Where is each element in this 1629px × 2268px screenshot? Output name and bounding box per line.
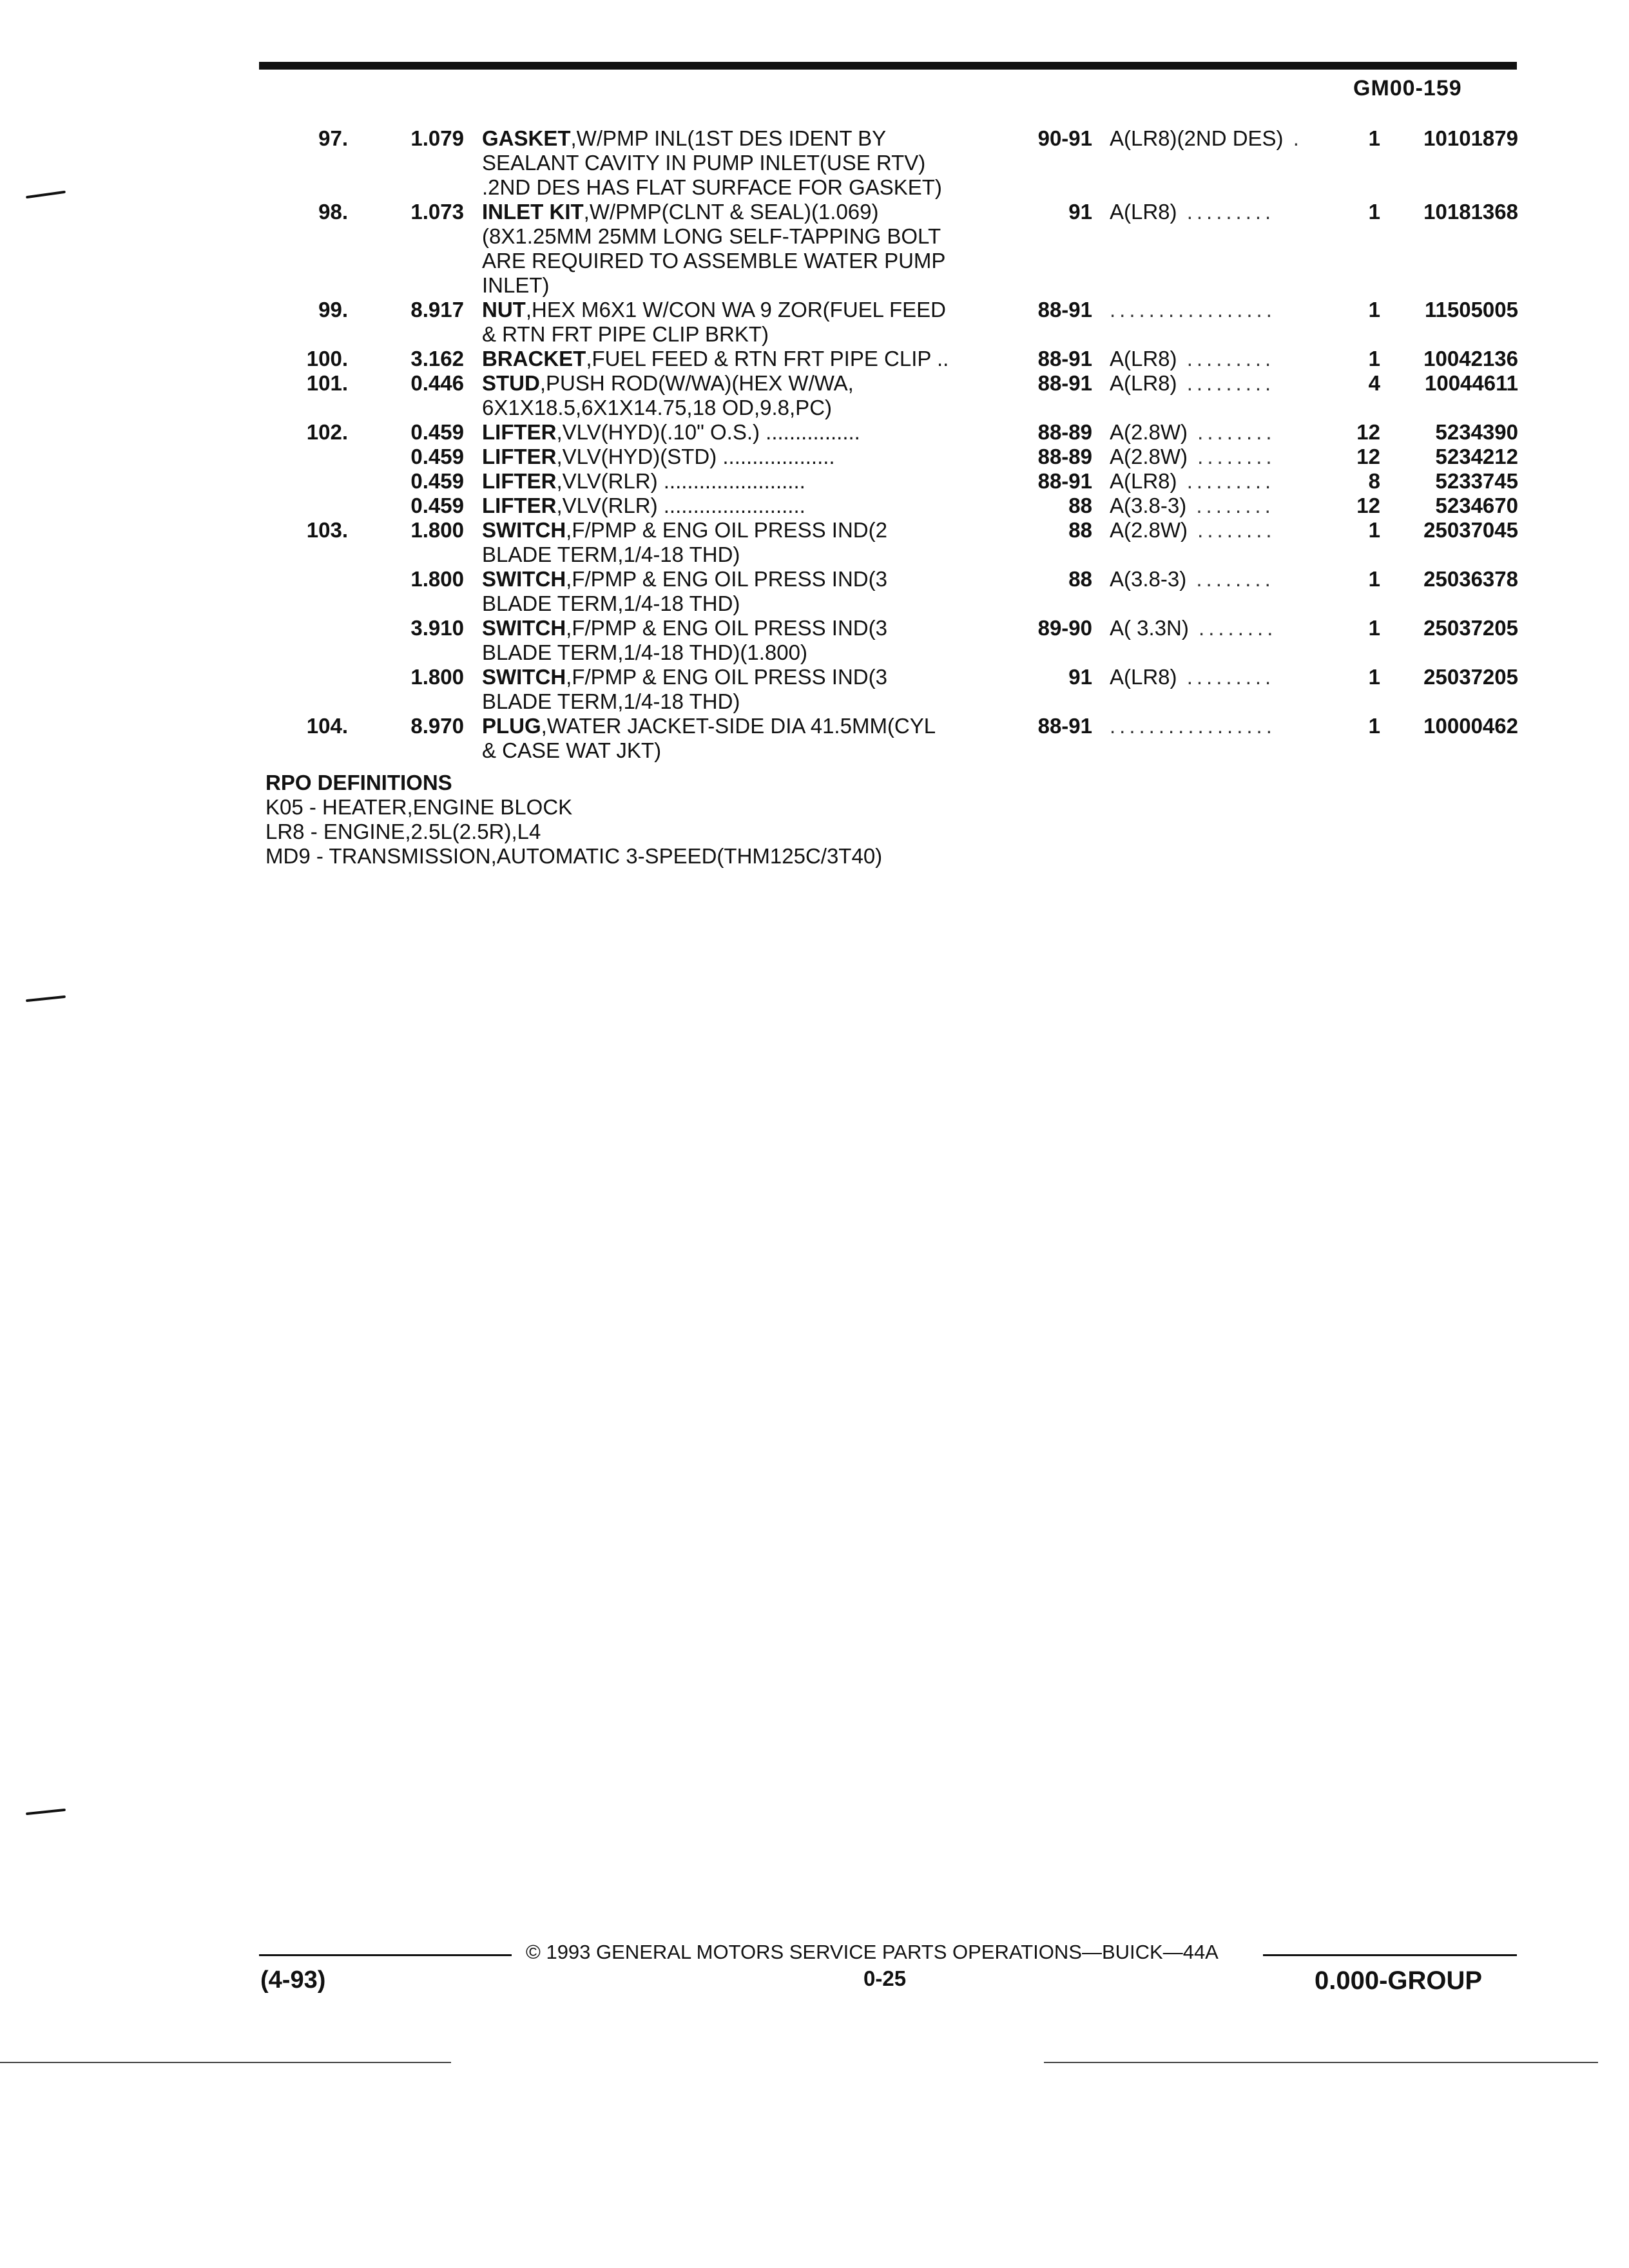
part-number: 5233745 xyxy=(1435,469,1518,493)
part-description xyxy=(482,151,998,175)
part-desc-text: ,PUSH ROD(W/WA)(HEX W/WA, xyxy=(539,371,854,395)
part-description xyxy=(482,298,998,322)
part-row xyxy=(0,224,1629,249)
group-number: 8.970 xyxy=(410,714,464,738)
part-description xyxy=(482,567,998,591)
group-number: 3.910 xyxy=(410,616,464,640)
quantity: 1 xyxy=(1368,567,1380,591)
footer-rule-right xyxy=(1263,1954,1517,1956)
part-description xyxy=(482,469,998,494)
usage-code xyxy=(1110,420,1329,445)
rpo-heading: RPO DEFINITIONS xyxy=(265,771,452,794)
part-row xyxy=(0,469,1629,494)
part-description xyxy=(482,224,998,249)
dot-leader: . xyxy=(1283,126,1303,150)
part-row xyxy=(0,665,1629,689)
part-description xyxy=(482,249,998,273)
part-row xyxy=(0,543,1629,567)
part-name: BRACKET xyxy=(482,347,586,370)
usage-text: A(LR8) xyxy=(1110,371,1177,395)
usage-text: A(LR8) xyxy=(1110,200,1177,224)
dot-leader: ................. xyxy=(1110,714,1276,738)
usage-text: A(2.8W) xyxy=(1110,518,1188,542)
part-row xyxy=(0,591,1629,616)
margin-punch-mark xyxy=(26,1809,66,1815)
part-desc-text: BLADE TERM,1/4-18 THD) xyxy=(482,591,740,615)
quantity: 12 xyxy=(1356,494,1380,517)
usage-text: A(3.8-3) xyxy=(1110,494,1187,517)
rpo-definitions xyxy=(265,771,882,869)
part-number: 5234212 xyxy=(1435,445,1518,468)
part-row xyxy=(0,689,1629,714)
part-number: 25037045 xyxy=(1423,518,1518,542)
model-years: 88 xyxy=(1068,494,1092,517)
usage-code xyxy=(1110,494,1329,518)
dot-leader: ......... xyxy=(1177,200,1275,224)
part-desc-text: ,FUEL FEED & RTN FRT PIPE CLIP .. xyxy=(586,347,949,370)
part-description xyxy=(482,175,998,200)
part-description xyxy=(482,738,998,763)
rpo-item: MD9 - TRANSMISSION,AUTOMATIC 3-SPEED(THM125C/3T40) xyxy=(265,844,883,868)
part-description xyxy=(482,445,998,469)
part-desc-text: ,F/PMP & ENG OIL PRESS IND(3 xyxy=(566,616,887,640)
part-number: 5234670 xyxy=(1435,494,1518,517)
part-row xyxy=(0,175,1629,200)
part-description xyxy=(482,543,998,567)
part-row xyxy=(0,616,1629,640)
dot-leader: ........ xyxy=(1188,518,1276,542)
dot-leader: ......... xyxy=(1177,469,1275,493)
part-name: SWITCH xyxy=(482,567,566,591)
quantity: 1 xyxy=(1368,665,1380,689)
part-desc-text: (8X1.25MM 25MM LONG SELF-TAPPING BOLT xyxy=(482,224,941,248)
part-desc-text: ,VLV(HYD)(.10" O.S.) ................ xyxy=(556,420,860,444)
usage-code xyxy=(1110,518,1329,543)
quantity: 4 xyxy=(1368,371,1380,395)
part-row xyxy=(0,738,1629,763)
part-description xyxy=(482,714,998,738)
part-number: 25037205 xyxy=(1423,616,1518,640)
part-name: SWITCH xyxy=(482,665,566,689)
part-desc-text: & RTN FRT PIPE CLIP BRKT) xyxy=(482,322,769,346)
part-desc-text: INLET) xyxy=(482,273,550,297)
part-desc-text: ,HEX M6X1 W/CON WA 9 ZOR(FUEL FEED xyxy=(525,298,946,322)
model-years: 88 xyxy=(1068,518,1092,542)
model-years: 88-91 xyxy=(1037,371,1092,395)
part-name: PLUG xyxy=(482,714,541,738)
footer-copyright: © 1993 GENERAL MOTORS SERVICE PARTS OPERATIONS—BUICK—44A xyxy=(526,1941,1219,1963)
usage-code xyxy=(1110,616,1329,640)
group-number: 1.800 xyxy=(410,518,464,542)
part-desc-text: SEALANT CAVITY IN PUMP INLET(USE RTV) xyxy=(482,151,926,175)
part-desc-text: & CASE WAT JKT) xyxy=(482,738,662,762)
group-number: 3.162 xyxy=(410,347,464,370)
usage-code xyxy=(1110,126,1329,151)
model-years: 88-89 xyxy=(1037,420,1092,444)
usage-code xyxy=(1110,298,1329,322)
part-row xyxy=(0,200,1629,224)
part-name: NUT xyxy=(482,298,526,322)
item-number: 102. xyxy=(306,420,348,444)
part-description xyxy=(482,689,998,714)
part-description xyxy=(482,591,998,616)
dot-leader: ........ xyxy=(1188,420,1276,444)
part-row xyxy=(0,371,1629,396)
item-number: 101. xyxy=(306,371,348,395)
usage-code xyxy=(1110,665,1329,689)
part-desc-text: ,F/PMP & ENG OIL PRESS IND(2 xyxy=(566,518,887,542)
dot-leader: ......... xyxy=(1177,371,1275,395)
part-description xyxy=(482,126,998,151)
part-number: 25036378 xyxy=(1423,567,1518,591)
part-desc-text: ,F/PMP & ENG OIL PRESS IND(3 xyxy=(566,567,887,591)
quantity: 1 xyxy=(1368,518,1380,542)
quantity: 1 xyxy=(1368,200,1380,224)
usage-text: A(LR8)(2ND DES) xyxy=(1110,126,1284,150)
footer-rule-left xyxy=(259,1954,512,1956)
dot-leader: ........ xyxy=(1188,616,1277,640)
dot-leader: ......... xyxy=(1177,347,1275,370)
model-years: 88-89 xyxy=(1037,445,1092,468)
quantity: 8 xyxy=(1368,469,1380,493)
dot-leader: ........ xyxy=(1186,567,1275,591)
margin-punch-mark xyxy=(26,995,66,1002)
rpo-item: LR8 - ENGINE,2.5L(2.5R),L4 xyxy=(265,820,541,843)
usage-code xyxy=(1110,567,1329,591)
part-row xyxy=(0,273,1629,298)
footer-group: 0.000-GROUP xyxy=(1315,1966,1483,1995)
part-number: 10000462 xyxy=(1423,714,1518,738)
part-description xyxy=(482,347,998,371)
usage-text: A(2.8W) xyxy=(1110,445,1188,468)
group-number: 1.800 xyxy=(410,665,464,689)
part-desc-text: BLADE TERM,1/4-18 THD) xyxy=(482,543,740,566)
footer-page-number: 0-25 xyxy=(863,1966,907,1990)
part-description xyxy=(482,396,998,420)
part-row xyxy=(0,640,1629,665)
part-row xyxy=(0,714,1629,738)
part-desc-text: BLADE TERM,1/4-18 THD) xyxy=(482,689,740,713)
part-description xyxy=(482,322,998,347)
model-years: 88-91 xyxy=(1037,298,1092,322)
part-desc-text: ,VLV(RLR) ........................ xyxy=(556,469,805,493)
part-name: SWITCH xyxy=(482,616,566,640)
part-desc-text: BLADE TERM,1/4-18 THD)(1.800) xyxy=(482,640,807,664)
model-years: 89-90 xyxy=(1037,616,1092,640)
part-description xyxy=(482,420,998,445)
part-row xyxy=(0,249,1629,273)
scan-edge-line-left xyxy=(0,2062,451,2063)
part-row xyxy=(0,518,1629,543)
model-years: 88-91 xyxy=(1037,714,1092,738)
part-description xyxy=(482,494,998,518)
usage-code xyxy=(1110,347,1329,371)
group-number: 1.800 xyxy=(410,567,464,591)
part-name: LIFTER xyxy=(482,494,557,517)
part-row xyxy=(0,298,1629,322)
part-desc-text: ,W/PMP(CLNT & SEAL)(1.069) xyxy=(583,200,879,224)
group-number: 0.459 xyxy=(410,469,464,493)
item-number: 104. xyxy=(306,714,348,738)
quantity: 12 xyxy=(1356,445,1380,468)
quantity: 1 xyxy=(1368,126,1380,150)
usage-code xyxy=(1110,714,1329,738)
part-number: 10044611 xyxy=(1424,371,1518,395)
model-years: 91 xyxy=(1068,665,1092,689)
part-desc-text: ,VLV(RLR) ........................ xyxy=(556,494,805,517)
group-number: 8.917 xyxy=(410,298,464,322)
model-years: 90-91 xyxy=(1037,126,1092,150)
part-row xyxy=(0,567,1629,591)
page-id: GM00-159 xyxy=(1353,76,1462,101)
part-description xyxy=(482,616,998,640)
part-row xyxy=(0,322,1629,347)
usage-text: A(LR8) xyxy=(1110,469,1177,493)
part-row xyxy=(0,420,1629,445)
group-number: 0.459 xyxy=(410,420,464,444)
quantity: 1 xyxy=(1368,714,1380,738)
part-name: LIFTER xyxy=(482,445,557,468)
part-number: 10042136 xyxy=(1423,347,1518,370)
model-years: 88-91 xyxy=(1037,347,1092,370)
part-desc-text: 6X1X18.5,6X1X14.75,18 OD,9.8,PC) xyxy=(482,396,833,419)
quantity: 1 xyxy=(1368,298,1380,322)
part-row xyxy=(0,494,1629,518)
header-rule xyxy=(259,62,1517,70)
item-number: 99. xyxy=(318,298,348,322)
part-desc-text: ,VLV(HYD)(STD) ................... xyxy=(556,445,835,468)
usage-code xyxy=(1110,469,1329,494)
group-number: 0.459 xyxy=(410,445,464,468)
usage-text: A(3.8-3) xyxy=(1110,567,1187,591)
usage-code xyxy=(1110,371,1329,396)
item-number: 103. xyxy=(306,518,348,542)
part-description xyxy=(482,273,998,298)
item-number: 100. xyxy=(306,347,348,370)
usage-text: A(LR8) xyxy=(1110,665,1177,689)
part-name: STUD xyxy=(482,371,540,395)
item-number: 98. xyxy=(318,200,348,224)
dot-leader: ........ xyxy=(1188,445,1276,468)
part-row xyxy=(0,347,1629,371)
part-row xyxy=(0,445,1629,469)
part-description xyxy=(482,518,998,543)
part-number: 5234390 xyxy=(1435,420,1518,444)
part-name: SWITCH xyxy=(482,518,566,542)
part-row xyxy=(0,396,1629,420)
usage-text: A(LR8) xyxy=(1110,347,1177,370)
scan-edge-line-right xyxy=(1044,2062,1598,2063)
part-row xyxy=(0,126,1629,151)
part-name: LIFTER xyxy=(482,420,557,444)
quantity: 1 xyxy=(1368,616,1380,640)
part-name: INLET KIT xyxy=(482,200,584,224)
dot-leader: ......... xyxy=(1177,665,1275,689)
usage-text: A( 3.3N) xyxy=(1110,616,1189,640)
part-name: GASKET xyxy=(482,126,571,150)
group-number: 0.459 xyxy=(410,494,464,517)
model-years: 88 xyxy=(1068,567,1092,591)
part-desc-text: .2ND DES HAS FLAT SURFACE FOR GASKET) xyxy=(482,175,942,199)
part-number: 10181368 xyxy=(1423,200,1518,224)
part-description xyxy=(482,200,998,224)
part-description xyxy=(482,371,998,396)
part-desc-text: ,F/PMP & ENG OIL PRESS IND(3 xyxy=(566,665,887,689)
part-name: LIFTER xyxy=(482,469,557,493)
part-number: 11505005 xyxy=(1424,298,1518,322)
part-desc-text: ,W/PMP INL(1ST DES IDENT BY xyxy=(570,126,887,150)
rpo-item: K05 - HEATER,ENGINE BLOCK xyxy=(265,795,573,819)
footer-date-code: (4-93) xyxy=(260,1966,326,1994)
dot-leader: ........ xyxy=(1186,494,1275,517)
model-years: 88-91 xyxy=(1037,469,1092,493)
item-number: 97. xyxy=(318,126,348,150)
usage-text: A(2.8W) xyxy=(1110,420,1188,444)
part-description xyxy=(482,665,998,689)
parts-list xyxy=(0,126,1629,763)
dot-leader: ................. xyxy=(1110,298,1276,322)
group-number: 1.073 xyxy=(410,200,464,224)
usage-code xyxy=(1110,445,1329,469)
group-number: 1.079 xyxy=(410,126,464,150)
part-number: 10101879 xyxy=(1423,126,1518,150)
quantity: 1 xyxy=(1368,347,1380,370)
model-years: 91 xyxy=(1068,200,1092,224)
usage-code xyxy=(1110,200,1329,224)
part-desc-text: ARE REQUIRED TO ASSEMBLE WATER PUMP xyxy=(482,249,946,273)
group-number: 0.446 xyxy=(410,371,464,395)
part-description xyxy=(482,640,998,665)
quantity: 12 xyxy=(1356,420,1380,444)
part-row xyxy=(0,151,1629,175)
part-number: 25037205 xyxy=(1423,665,1518,689)
part-desc-text: ,WATER JACKET-SIDE DIA 41.5MM(CYL xyxy=(541,714,936,738)
